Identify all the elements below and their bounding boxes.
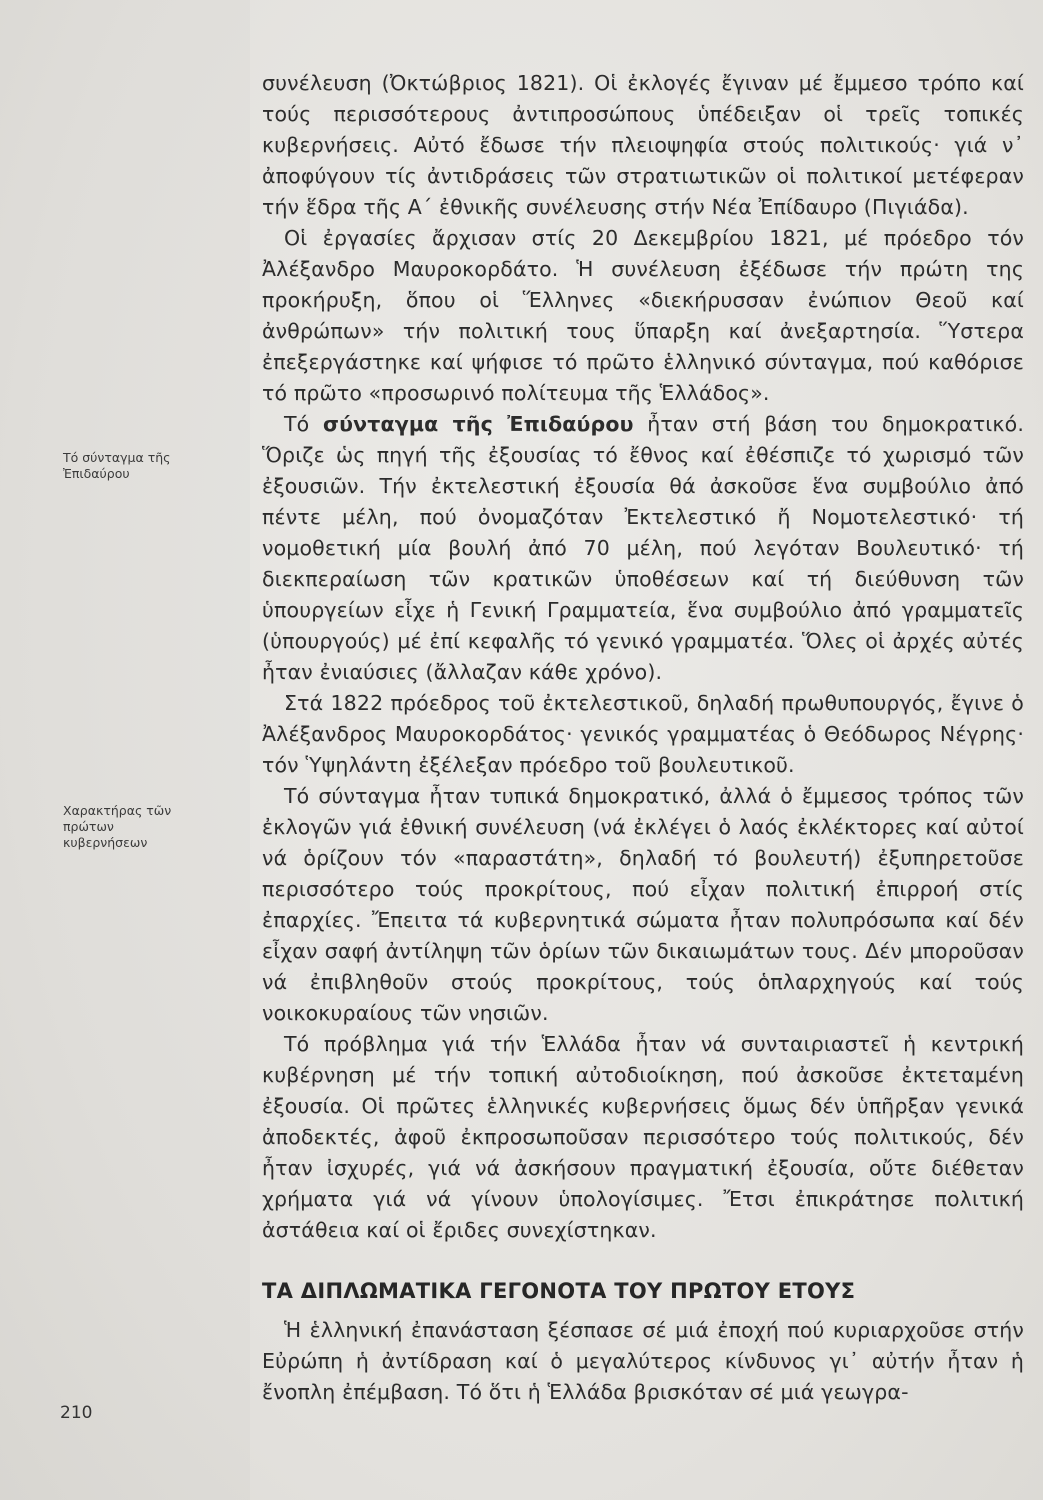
paragraph: Στά 1822 πρόεδρος τοῦ ἐκτελεστικοῦ, δηλαδή πρωθυπουργός, ἔγινε ὁ Ἀλέξανδρος Μαυροκορδάτος· γενικός γραμματέας ὁ Θεόδωρος Νέγρης· τόν Ὑψηλάντη ἐξέλεξαν πρόεδρο τοῦ βουλευτικοῦ. <box>262 691 1024 777</box>
paragraph: Τό πρόβλημα γιά τήν Ἑλλάδα ἦταν νά συνταιριαστεῖ ἡ κεντρική κυβέρνηση μέ τήν τοπική αὐτοδιοίκηση, πού ἀσκοῦσε ἐκτεταμένη ἐξουσία. Οἱ πρῶτες ἑλληνικές κυβερνήσεις ὅμως δέν ὑπῆρξαν γενικά ἀποδεκτές, ἀφοῦ ἐκπροσωποῦσαν περισσότερο τούς πολιτικούς, δέν ἦταν ἰσχυρές, γιά νά ἀσκήσουν πραγματική ἐξουσία, οὔτε διέθεταν χρήματα γιά νά γίνουν ὑπολογίσιμες. Ἔτσι ἐπικράτησε πολιτική ἀστάθεια καί οἱ ἔριδες συνεχίστηκαν. <box>262 1032 1024 1242</box>
paragraph: Οἱ ἐργασίες ἄρχισαν στίς 20 Δεκεμβρίου 1821, μέ πρόεδρο τόν Ἀλέξανδρο Μαυροκορδάτο. Ἡ συνέλευση ἐξέδωσε τήν πρώτη της προκήρυξη, ὅπου οἱ Ἕλληνες «διεκήρυσσαν ἐνώπιον Θεοῦ καί ἀνθρώπων» τήν πολιτική τους ὕπαρξη καί ἀνεξαρτησία. Ὕστερα ἐπεξεργάστηκε καί ψήφισε τό πρῶτο ἑλληνικό σύνταγμα, πού καθόρισε τό πρῶτο «προσωρινό πολίτευμα τῆς Ἑλλάδος». <box>262 226 1024 405</box>
section-heading: ΤΑ ΔΙΠΛΩΜΑΤΙΚΑ ΓΕΓΟΝΟΤΑ ΤΟΥ ΠΡΩΤΟΥ ΕΤΟΥΣ <box>262 1279 856 1303</box>
margin-note-line: Ἐπιδαύρου <box>63 466 130 481</box>
margin-note-line: κυβερνήσεων <box>63 835 148 850</box>
page-number: 210 <box>60 1403 93 1423</box>
main-text-column <box>262 68 1024 1408</box>
paragraph: Τό σύνταγμα ἦταν τυπικά δημοκρατικό, ἀλλά ὁ ἔμμεσος τρόπος τῶν ἐκλογῶν γιά ἐθνική συνέλευση (νά ἐκλέγει ὁ λαός ἐκλέκτορες καί αὐτοί νά ὁρίζουν τόν «παραστάτη», δηλαδή τό βουλευτή) ἐξυπηρετοῦσε περισσότερο τούς προκρίτους, πού εἶχαν πολιτική ἐπιρροή στίς ἐπαρχίες. Ἔπειτα τά κυβερνητικά σώματα ἦταν πολυπρόσωπα καί δέν εἶχαν σαφή ἀντίληψη τῶν ὁρίων τῶν δικαιωμάτων τους. Δέν μποροῦσαν νά ἐπιβληθοῦν στούς προκρίτους, τούς ὁπλαρχηγούς καί τούς νοικοκυραίους τῶν νησιῶν. <box>262 784 1024 1025</box>
margin-note-governments <box>63 803 171 851</box>
margin-note-line: Χαρακτήρας τῶν <box>63 803 172 818</box>
paragraph-text: ἦταν στή βάση του δημοκρατικό. Ὅριζε ὡς πηγή τῆς ἐξουσίας τό ἔθνος καί ἐθέσπιζε τό χωρισμό τῶν ἐξουσιῶν. Τήν ἐκτελεστική ἐξουσία θά ἀσκοῦσε ἕνα συμβούλιο ἀπό πέντε μέλη, πού ὀνομαζόταν Ἐκτελεστικό ἤ Νομοτελεστικό· τή νομοθετική μία βουλή ἀπό 70 μέλη, πού λεγόταν Βουλευτικό· τή διεκπεραίωση τῶν κρατικῶν ὑποθέσεων καί τή διεύθυνση τῶν ὑπουργείων εἶχε ἡ Γενική Γραμματεία, ἕνα συμβούλιο ἀπό γραμματεῖς (ὑπουργούς) μέ ἐπί κεφαλῆς τό γενικό γραμματέα. Ὅλες οἱ ἀρχές αὐτές ἦταν ἐνιαύσιες (ἄλλαζαν κάθε χρόνο). <box>262 412 1024 684</box>
margin-note-line: πρώτων <box>63 819 114 834</box>
paragraph: συνέλευση (Ὀκτώβριος 1821). Οἱ ἐκλογές ἔγιναν μέ ἔμμεσο τρόπο καί τούς περισσότερους ἀντιπροσώπους ὑπέδειξαν οἱ τρεῖς τοπικές κυβερνήσεις. Αὐτό ἔδωσε τήν πλειοψηφία στούς πολιτικούς· γιά ν᾿ ἀποφύγουν τίς ἀντιδράσεις τῶν στρατιωτικῶν οἱ πολιτικοί μετέφεραν τήν ἕδρα τῆς Α΄ ἐθνικῆς συνέλευσης στήν Νέα Ἐπίδαυρο (Πιγιάδα). <box>262 71 1024 219</box>
paragraph-constitution <box>262 409 1024 688</box>
bleed-through-shade <box>0 0 250 1500</box>
paragraph: Ἡ ἑλληνική ἐπανάσταση ξέσπασε σέ μιά ἐποχή πού κυριαρχοῦσε στήν Εὐρώπη ἡ ἀντίδραση καί ὁ μεγαλύτερος κίνδυνος γι᾿ αὐτήν ἦταν ἡ ἔνοπλη ἐπέμβαση. Τό ὅτι ἡ Ἑλλάδα βρισκόταν σέ μιά γεωγρα- <box>262 1318 1024 1404</box>
bold-term: σύνταγμα τῆς Ἐπιδαύρου <box>323 412 634 436</box>
paragraph-text: Τό <box>284 412 324 436</box>
margin-note-constitution <box>63 450 171 482</box>
margin-note-line: Τό σύνταγμα τῆς <box>63 450 171 465</box>
